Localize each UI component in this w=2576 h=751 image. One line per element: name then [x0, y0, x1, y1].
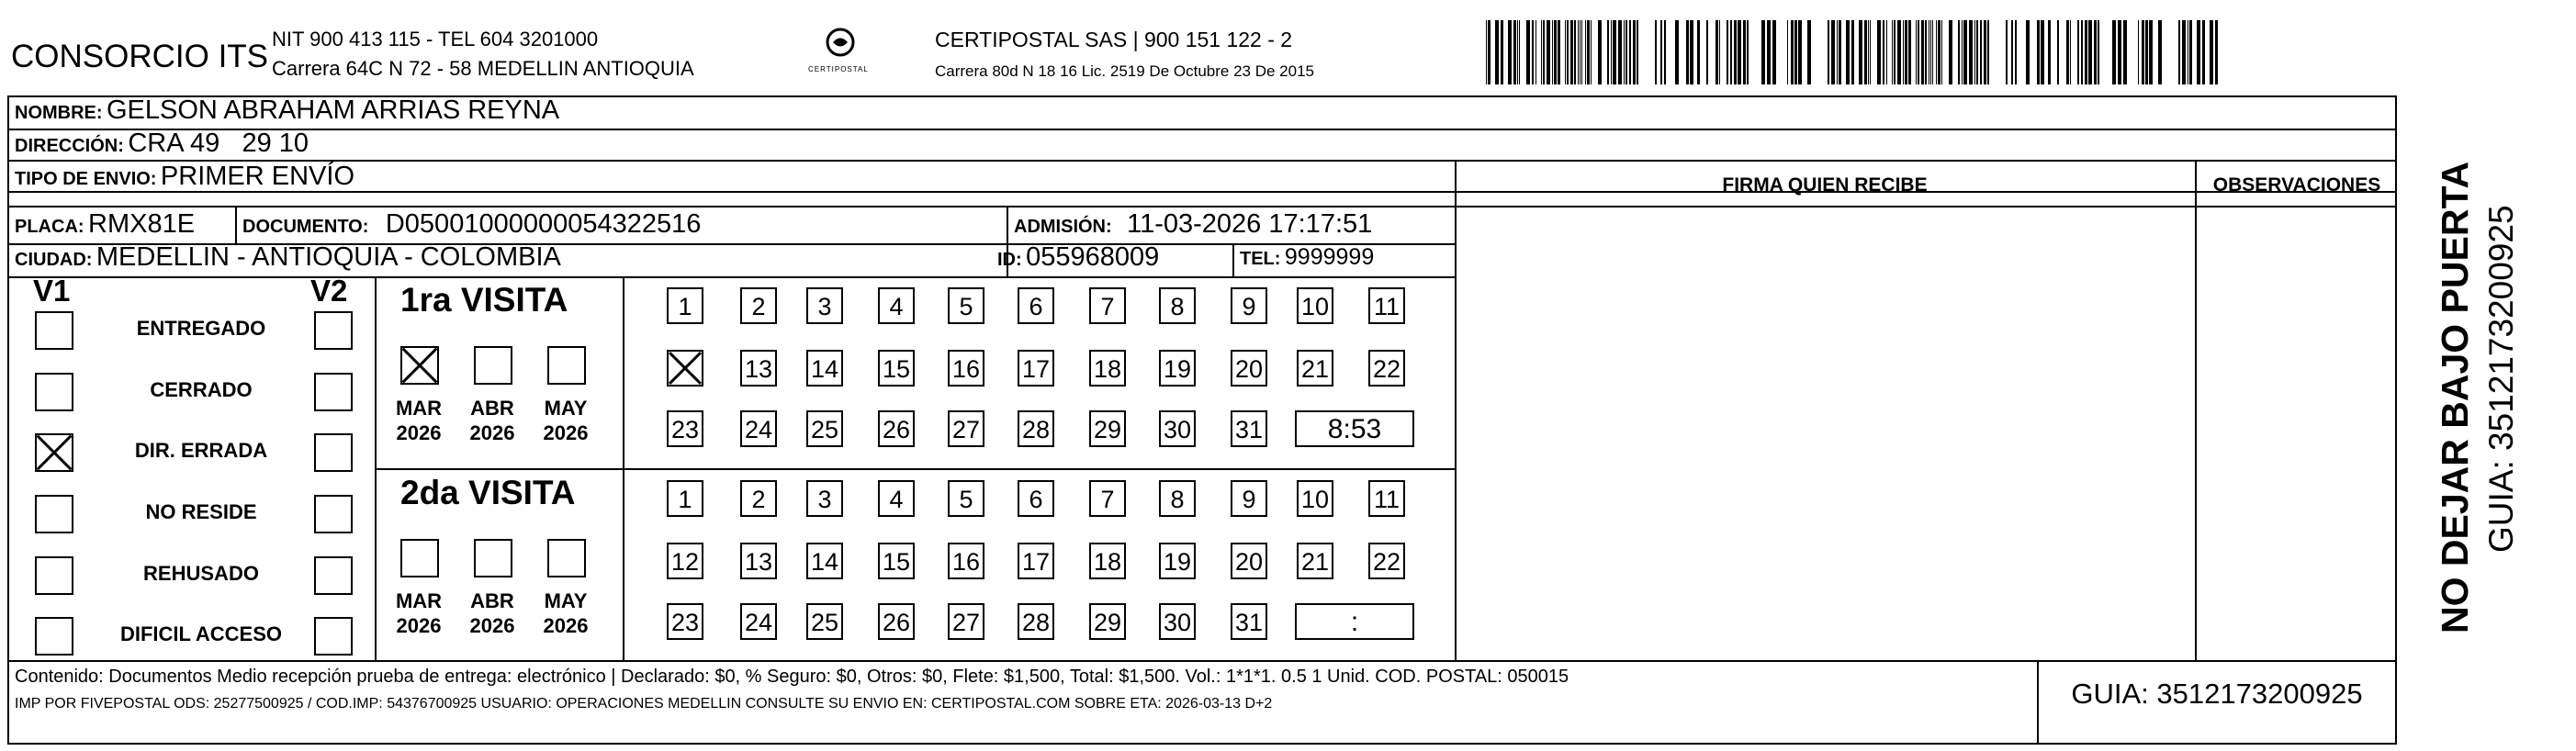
- address-line: Carrera 64C N 72 - 58 MEDELLIN ANTIOQUIA: [272, 57, 694, 80]
- day-box[interactable]: 23: [667, 410, 703, 447]
- day-box[interactable]: 6: [1018, 287, 1054, 324]
- day-box[interactable]: 21: [1297, 350, 1333, 387]
- month-label: MAR: [395, 589, 443, 612]
- day-box[interactable]: 13: [740, 350, 777, 387]
- day-box[interactable]: 7: [1089, 287, 1126, 324]
- tel-row: [1240, 244, 1374, 271]
- day-box[interactable]: 10: [1297, 287, 1333, 324]
- day-box[interactable]: 3: [806, 287, 843, 324]
- day-box[interactable]: 7: [1089, 480, 1126, 517]
- placa-label: PLACA:: [15, 217, 84, 237]
- year-label: 2026: [396, 614, 442, 637]
- v2-label: V2: [310, 274, 348, 308]
- day-box[interactable]: 21: [1297, 543, 1333, 579]
- direccion-value: CRA 49 29 10: [128, 129, 309, 158]
- day-box[interactable]: 19: [1159, 543, 1196, 579]
- month-checkbox[interactable]: [547, 346, 586, 385]
- outcome-label: ENTREGADO: [136, 317, 266, 340]
- day-box[interactable]: 11: [1368, 480, 1405, 517]
- guia-box: GUIA: 3512173200925: [2071, 678, 2363, 710]
- observaciones-label: OBSERVACIONES: [2212, 174, 2381, 196]
- day-box[interactable]: 3: [806, 480, 843, 517]
- month-label: MAY: [544, 589, 588, 612]
- placa-row: [15, 209, 195, 240]
- day-box[interactable]: 2: [740, 480, 777, 517]
- year-label: 2026: [469, 614, 515, 637]
- v2-checkbox[interactable]: [314, 495, 353, 533]
- direccion-label: DIRECCIÓN:: [15, 136, 124, 156]
- ciudad-value: MEDELLIN - ANTIOQUIA - COLOMBIA: [96, 242, 561, 272]
- v2-checkbox[interactable]: [314, 373, 353, 411]
- certipostal-line: CERTIPOSTAL SAS | 900 151 122 - 2: [935, 28, 1293, 51]
- direccion-row: [15, 129, 309, 159]
- month-label: ABR: [470, 589, 514, 612]
- month-label: ABR: [470, 397, 514, 420]
- day-box[interactable]: 31: [1231, 410, 1267, 447]
- day-box[interactable]: 17: [1018, 350, 1054, 387]
- year-label: 2026: [469, 421, 515, 444]
- day-box[interactable]: 5: [948, 287, 984, 324]
- day-box[interactable]: 24: [740, 603, 777, 640]
- day-box[interactable]: 10: [1297, 480, 1333, 517]
- admision-row: [1014, 209, 1372, 240]
- logo-caption: CERTIPOSTAL: [808, 65, 869, 73]
- ciudad-row: [15, 242, 561, 273]
- day-box[interactable]: 28: [1018, 410, 1054, 447]
- placa-value: RMX81E: [88, 209, 196, 239]
- v1-checkbox[interactable]: [35, 373, 73, 411]
- documento-row: [242, 209, 701, 240]
- day-box[interactable]: 29: [1089, 603, 1126, 640]
- tel-label: TEL:: [1240, 249, 1281, 269]
- nit-line: NIT 900 413 115 - TEL 604 3201000: [272, 28, 599, 50]
- day-box[interactable]: 1: [667, 480, 703, 517]
- visita2-title: 2da VISITA: [400, 474, 576, 511]
- day-box[interactable]: 19: [1159, 350, 1196, 387]
- day-box[interactable]: 20: [1231, 350, 1267, 387]
- day-box[interactable]: 23: [667, 603, 703, 640]
- day-box[interactable]: 27: [948, 410, 984, 447]
- documento-value: D05001000000054322516: [385, 209, 702, 239]
- day-box[interactable]: 28: [1018, 603, 1054, 640]
- nombre-value: GELSON ABRAHAM ARRIAS REYNA: [107, 95, 560, 125]
- month-checkbox[interactable]: [474, 539, 512, 577]
- outcome-label: DIR. ERRADA: [134, 439, 268, 462]
- v1-checkbox[interactable]: [35, 495, 73, 533]
- imp-line: IMP POR FIVEPOSTAL ODS: 25277500925 / COD.IMP: 54376700925 USUARIO: OPERACIONES MEDELLIN CONSULTE SU ENVIO EN: CERTIPOSTAL.COM SOBRE ETA: 2026-03-13 D+2: [15, 696, 1273, 712]
- time-box[interactable]: 8:53: [1295, 410, 1414, 447]
- documento-label: DOCUMENTO:: [242, 217, 369, 237]
- year-label: 2026: [396, 421, 442, 444]
- month-checkbox[interactable]: [547, 539, 586, 577]
- v1-checkbox[interactable]: [35, 556, 73, 595]
- outcome-label: REHUSADO: [143, 562, 259, 585]
- day-box[interactable]: 30: [1159, 603, 1196, 640]
- day-box[interactable]: 15: [878, 350, 915, 387]
- day-box[interactable]: 15: [878, 543, 915, 579]
- day-box[interactable]: 2: [740, 287, 777, 324]
- tel-value: 9999999: [1284, 244, 1375, 270]
- day-box[interactable]: 6: [1018, 480, 1054, 517]
- day-box[interactable]: 1: [667, 287, 703, 324]
- v1-checkbox[interactable]: [35, 311, 73, 350]
- tipo-envio-value: PRIMER ENVÍO: [160, 162, 355, 191]
- day-box[interactable]: 22: [1368, 350, 1405, 387]
- v2-checkbox[interactable]: [314, 311, 353, 350]
- day-box[interactable]: 14: [806, 350, 843, 387]
- day-box[interactable]: 4: [878, 480, 915, 517]
- nombre-row: [15, 95, 559, 126]
- license-line: Carrera 80d N 18 16 Lic. 2519 De Octubre 23 De 2015: [935, 62, 1314, 80]
- day-box[interactable]: 17: [1018, 543, 1054, 579]
- v2-checkbox[interactable]: [314, 617, 353, 656]
- day-box[interactable]: 8: [1159, 480, 1196, 517]
- tipo-envio-label: TIPO DE ENVIO:: [15, 169, 157, 189]
- nombre-label: NOMBRE:: [15, 103, 103, 123]
- day-box[interactable]: 13: [740, 543, 777, 579]
- month-label: MAY: [544, 397, 588, 420]
- day-box[interactable]: 9: [1231, 480, 1267, 517]
- day-box[interactable]: 9: [1231, 287, 1267, 324]
- day-box[interactable]: 16: [948, 350, 984, 387]
- day-box[interactable]: 14: [806, 543, 843, 579]
- admision-value: 11-03-2026 17:17:51: [1127, 209, 1373, 239]
- firma-label: FIRMA QUIEN RECIBE: [1722, 174, 1928, 196]
- day-box[interactable]: 29: [1089, 410, 1126, 447]
- month-checkbox[interactable]: [400, 539, 439, 577]
- side-warning: NO DEJAR BAJO PUERTA: [2434, 161, 2476, 633]
- visita1-title: 1ra VISITA: [400, 281, 568, 319]
- id-value: 055968009: [1026, 242, 1160, 272]
- month-label: MAR: [395, 397, 443, 420]
- contenido-line: Contenido: Documentos Medio recepción prueba de entrega: electrónico | Declarado: $0, % Seguro: $0, Otros: $0, Flete: $1,500, Total: $1,500. Vol.: 1*1*1. 0.5 1 Unid. COD. POSTAL: 050015: [15, 667, 1569, 687]
- day-box[interactable]: 4: [878, 287, 915, 324]
- outcome-label: DIFICIL ACCESO: [119, 622, 282, 645]
- day-box[interactable]: 18: [1089, 543, 1126, 579]
- day-box[interactable]: 26: [878, 603, 915, 640]
- barcode: [1486, 20, 2221, 84]
- day-box[interactable]: [667, 350, 703, 387]
- day-box[interactable]: 25: [806, 410, 843, 447]
- admision-label: ADMISIÓN:: [1014, 217, 1112, 237]
- day-box[interactable]: 16: [948, 543, 984, 579]
- company-name: CONSORCIO ITS: [11, 39, 269, 74]
- outcome-label: CERRADO: [150, 378, 253, 401]
- tipo-envio-row: [15, 162, 354, 192]
- day-box[interactable]: 31: [1231, 603, 1267, 640]
- day-box[interactable]: 27: [948, 603, 984, 640]
- day-box[interactable]: 8: [1159, 287, 1196, 324]
- year-label: 2026: [543, 614, 589, 637]
- month-checkbox[interactable]: [400, 346, 439, 385]
- side-guia: GUIA: 3512173200925: [2482, 205, 2520, 553]
- ciudad-label: CIUDAD:: [15, 250, 93, 270]
- v1-checkbox[interactable]: [35, 433, 73, 472]
- id-label: ID:: [997, 250, 1022, 270]
- time-box[interactable]: :: [1295, 603, 1414, 640]
- v1-checkbox[interactable]: [35, 617, 73, 656]
- outcome-label: NO RESIDE: [145, 500, 257, 523]
- day-box[interactable]: 5: [948, 480, 984, 517]
- day-box[interactable]: 25: [806, 603, 843, 640]
- day-box[interactable]: 20: [1231, 543, 1267, 579]
- month-checkbox[interactable]: [474, 346, 512, 385]
- v1-label: V1: [33, 274, 71, 308]
- v2-checkbox[interactable]: [314, 433, 353, 472]
- day-box[interactable]: 11: [1368, 287, 1405, 324]
- day-box[interactable]: 18: [1089, 350, 1126, 387]
- id-row: [997, 242, 1159, 273]
- year-label: 2026: [543, 421, 589, 444]
- day-box[interactable]: 22: [1368, 543, 1405, 579]
- day-box[interactable]: 26: [878, 410, 915, 447]
- day-box[interactable]: 30: [1159, 410, 1196, 447]
- day-box[interactable]: 24: [740, 410, 777, 447]
- day-box[interactable]: 12: [667, 543, 703, 579]
- v2-checkbox[interactable]: [314, 556, 353, 595]
